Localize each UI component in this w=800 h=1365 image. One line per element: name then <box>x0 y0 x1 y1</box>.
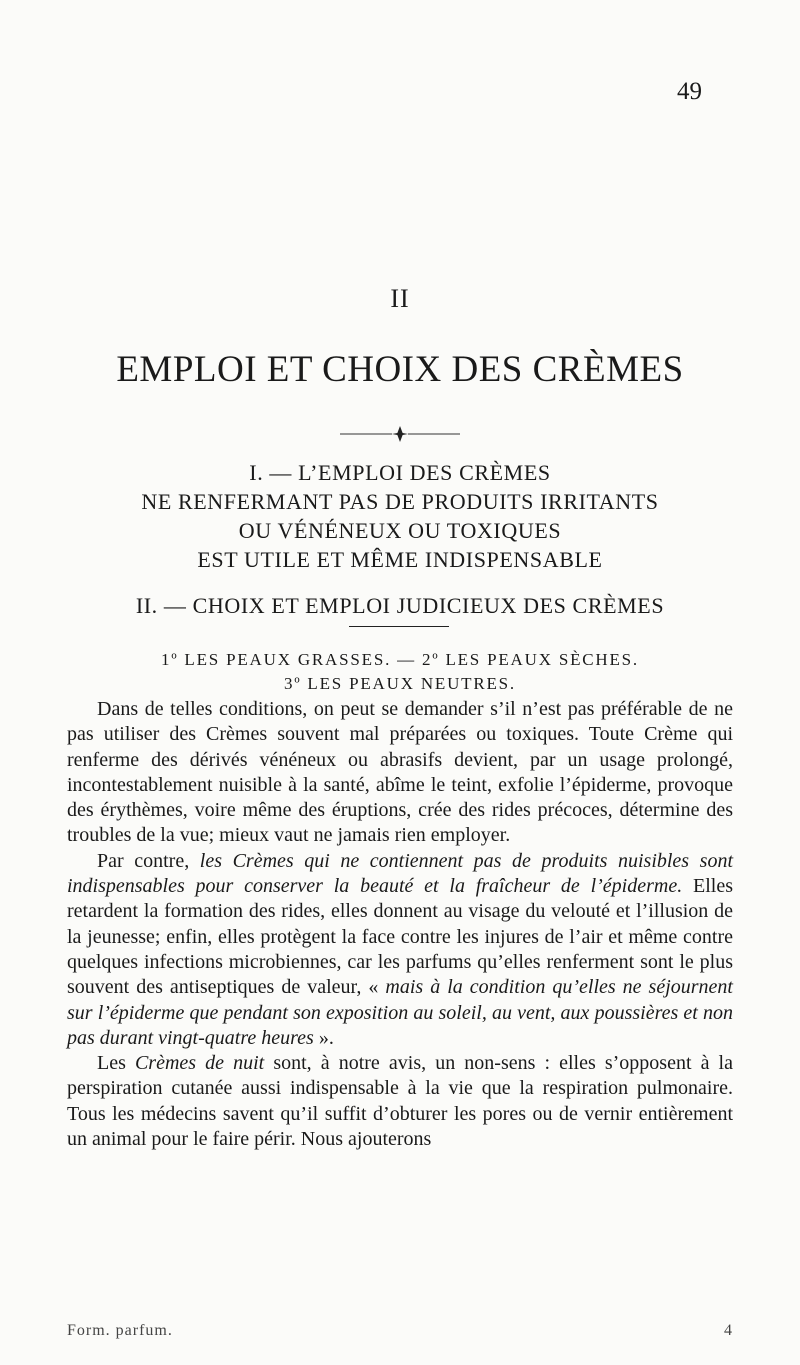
subsection-line-1: 1º LES PEAUX GRASSES. — 2º LES PEAUX SÈCHES. <box>161 650 639 669</box>
summary-item-1-line-2: NE RENFERMANT PAS DE PRODUITS IRRITANTS <box>141 489 659 514</box>
subsection-list <box>0 648 800 696</box>
page-footer <box>67 1322 733 1340</box>
footer-signature-left: Form. parfum. <box>67 1322 173 1339</box>
paragraph-2-emphasis: les Crèmes qui ne contiennent pas de produits nuisibles sont indispensables pour conserver la beauté et la fraîcheur de l’épiderme. <box>67 849 734 898</box>
footer-signature-right: 4 <box>724 1322 733 1339</box>
paragraph-3-emphasis: Crèmes de nuit <box>134 1052 265 1075</box>
summary-item-1-line-3: OU VÉNÉNEUX OU TOXIQUES <box>238 518 562 543</box>
paragraph-2-quote: mais à la condition qu’elles ne séjournent sur l’épiderme que pendant son exposition au soleil, au vent, aux poussières et non pas durant vingt-quatre heures <box>67 976 733 1049</box>
paragraph-3 <box>67 1051 733 1152</box>
ornament-divider <box>0 423 800 445</box>
subsection-line-2: 3º LES PEAUX NEUTRES. <box>284 674 516 693</box>
paragraph-2-close: ». <box>313 1026 334 1049</box>
summary-item-1-line-1: I. — L’EMPLOI DES CRÈMES <box>249 460 551 485</box>
paragraph-2 <box>67 849 733 1051</box>
paragraph-2-intro: Par contre, <box>97 849 200 872</box>
summary-item-2: II. — CHOIX ET EMPLOI JUDICIEUX DES CRÈMES <box>135 593 665 618</box>
body-text <box>67 697 733 1152</box>
chapter-summary <box>0 458 800 620</box>
paragraph-1: Dans de telles conditions, on peut se demander s’il n’est pas préférable de ne pas utiliser des Crèmes souvent mal préparées ou toxiques. Toute Crème qui renferme des dérivés vénéneux ou abrasifs devient, par un usage prolongé, incontestablement nuisible à la santé, abîme le teint, exfolie l’épiderme, provoque des érythèmes, voire même des éruptions, crée des rides précoces, détermine des troubles de la vue; mieux vaut ne jamais rien employer. <box>67 698 733 847</box>
paragraph-3-text: sont, à notre avis, un non-sens : elles s’opposent à la perspiration cutanée aussi indispensable à la vie que la respiration pulmonaire. Tous les médecins savent qu’il suffit d’obturer les pores ou de vernir entièrement un animal pour le faire périr. Nous ajouterons <box>67 1052 733 1151</box>
chapter-numeral: II <box>390 284 410 313</box>
page-number: 49 <box>677 78 702 105</box>
paragraph-3-intro: Les <box>97 1052 135 1075</box>
diamond-ornament-icon <box>340 423 460 445</box>
summary-item-1-line-4: EST UTILE ET MÊME INDISPENSABLE <box>197 547 603 572</box>
paragraph-2-text: Elles retardent la formation des rides, elles donnent au visage du velouté et l’illusion de la jeunesse; enfin, elles protègent la face contre les injures de l’air et même contre quelques infections microbiennes, car les parfums qu’elles renferment sont le plus souvent des antiseptiques de valeur, « <box>67 875 733 999</box>
chapter-title: EMPLOI ET CHOIX DES CRÈMES <box>116 349 684 390</box>
section-rule <box>349 626 449 627</box>
